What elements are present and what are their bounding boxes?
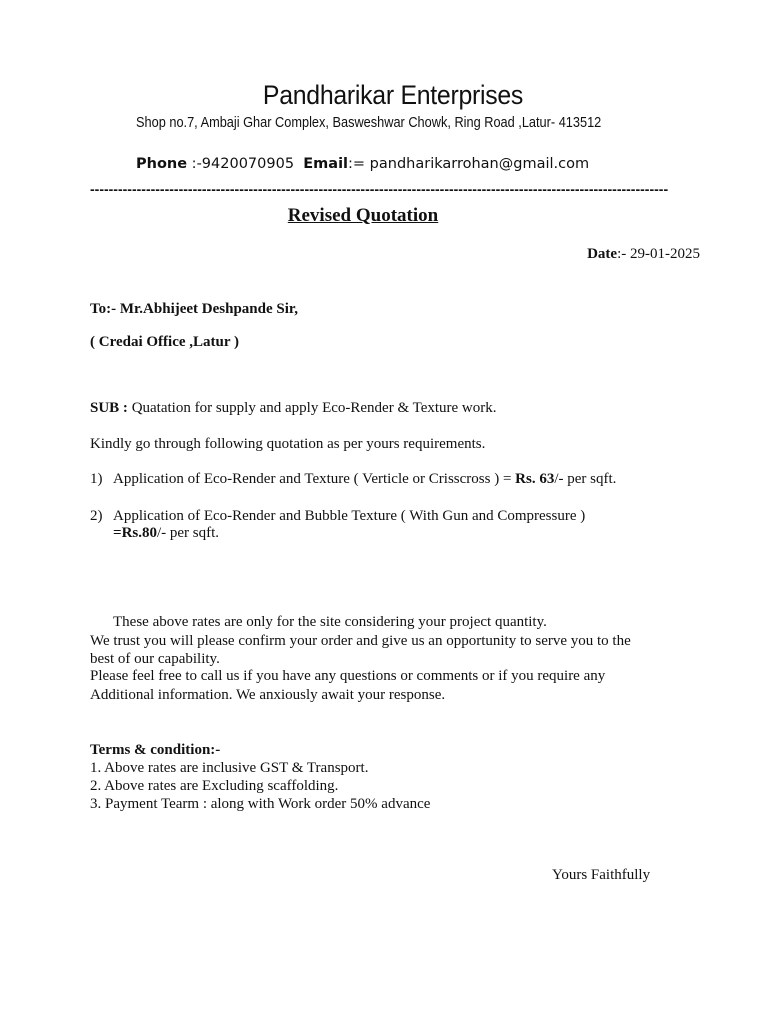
body-line: Please feel free to call us if you have any questions or comments or if you require any [90, 668, 606, 684]
body-line: We trust you will please confirm your order and give us an opportunity to serve you to the [90, 633, 631, 649]
contact-line [136, 156, 589, 172]
subject-text: Quatation for supply and apply Eco-Render & Texture work. [127, 400, 497, 416]
item-description: Application of Eco-Render and Bubble Texture ( With Gun and Compressure ) [113, 508, 586, 524]
item-price: Rs.80 [121, 525, 157, 541]
item-price: Rs. 63 [515, 471, 555, 487]
terms-item: 3. Payment Tearm : along with Work order 50% advance [90, 796, 431, 812]
recipient-name: To:- Mr.Abhijeet Deshpande Sir, [90, 301, 298, 317]
item-unit: /- per sqft. [554, 471, 617, 487]
closing-signoff: Yours Faithfully [552, 867, 651, 883]
subject-line [90, 400, 497, 417]
quotation-item [113, 471, 616, 488]
document-title: Revised Quotation [287, 205, 439, 226]
intro-text: Kindly go through following quotation as per yours requirements. [90, 436, 486, 452]
phone-value: :-9420070905 [187, 156, 304, 172]
recipient-organization: ( Credai Office ,Latur ) [90, 334, 239, 350]
email-label: Email [303, 156, 349, 172]
quotation-item-price-line [113, 525, 219, 542]
company-name: Pandharikar Enterprises [262, 80, 524, 110]
body-line: These above rates are only for the site considering your project quantity. [113, 614, 547, 630]
date-value: :- 29-01-2025 [617, 246, 700, 262]
email-value: := pandharikarrohan@gmail.com [348, 156, 590, 172]
body-line: best of our capability. [90, 651, 220, 667]
company-address: Shop no.7, Ambaji Ghar Complex, Basweshwar Chowk, Ring Road ,Latur- 413512 [136, 115, 602, 131]
subject-label: SUB : [90, 400, 128, 416]
header-divider: ---------------------------------------------------------------------------------------------------------------------------- [90, 181, 669, 197]
item-unit: /- per sqft. [156, 525, 220, 541]
terms-item: 2. Above rates are Excluding scaffolding. [90, 778, 339, 794]
terms-heading: Terms & condition:- [90, 742, 221, 758]
phone-label: Phone [136, 156, 188, 172]
item-number: 1) [90, 471, 103, 487]
item-price-prefix: = [113, 525, 122, 541]
date-label: Date [587, 246, 618, 262]
body-line: Additional information. We anxiously await your response. [90, 687, 446, 703]
document-date [587, 246, 700, 263]
terms-item: 1. Above rates are inclusive GST & Transport. [90, 760, 369, 776]
item-number: 2) [90, 508, 103, 524]
item-description: Application of Eco-Render and Texture ( Verticle or Crisscross ) = [113, 471, 516, 487]
